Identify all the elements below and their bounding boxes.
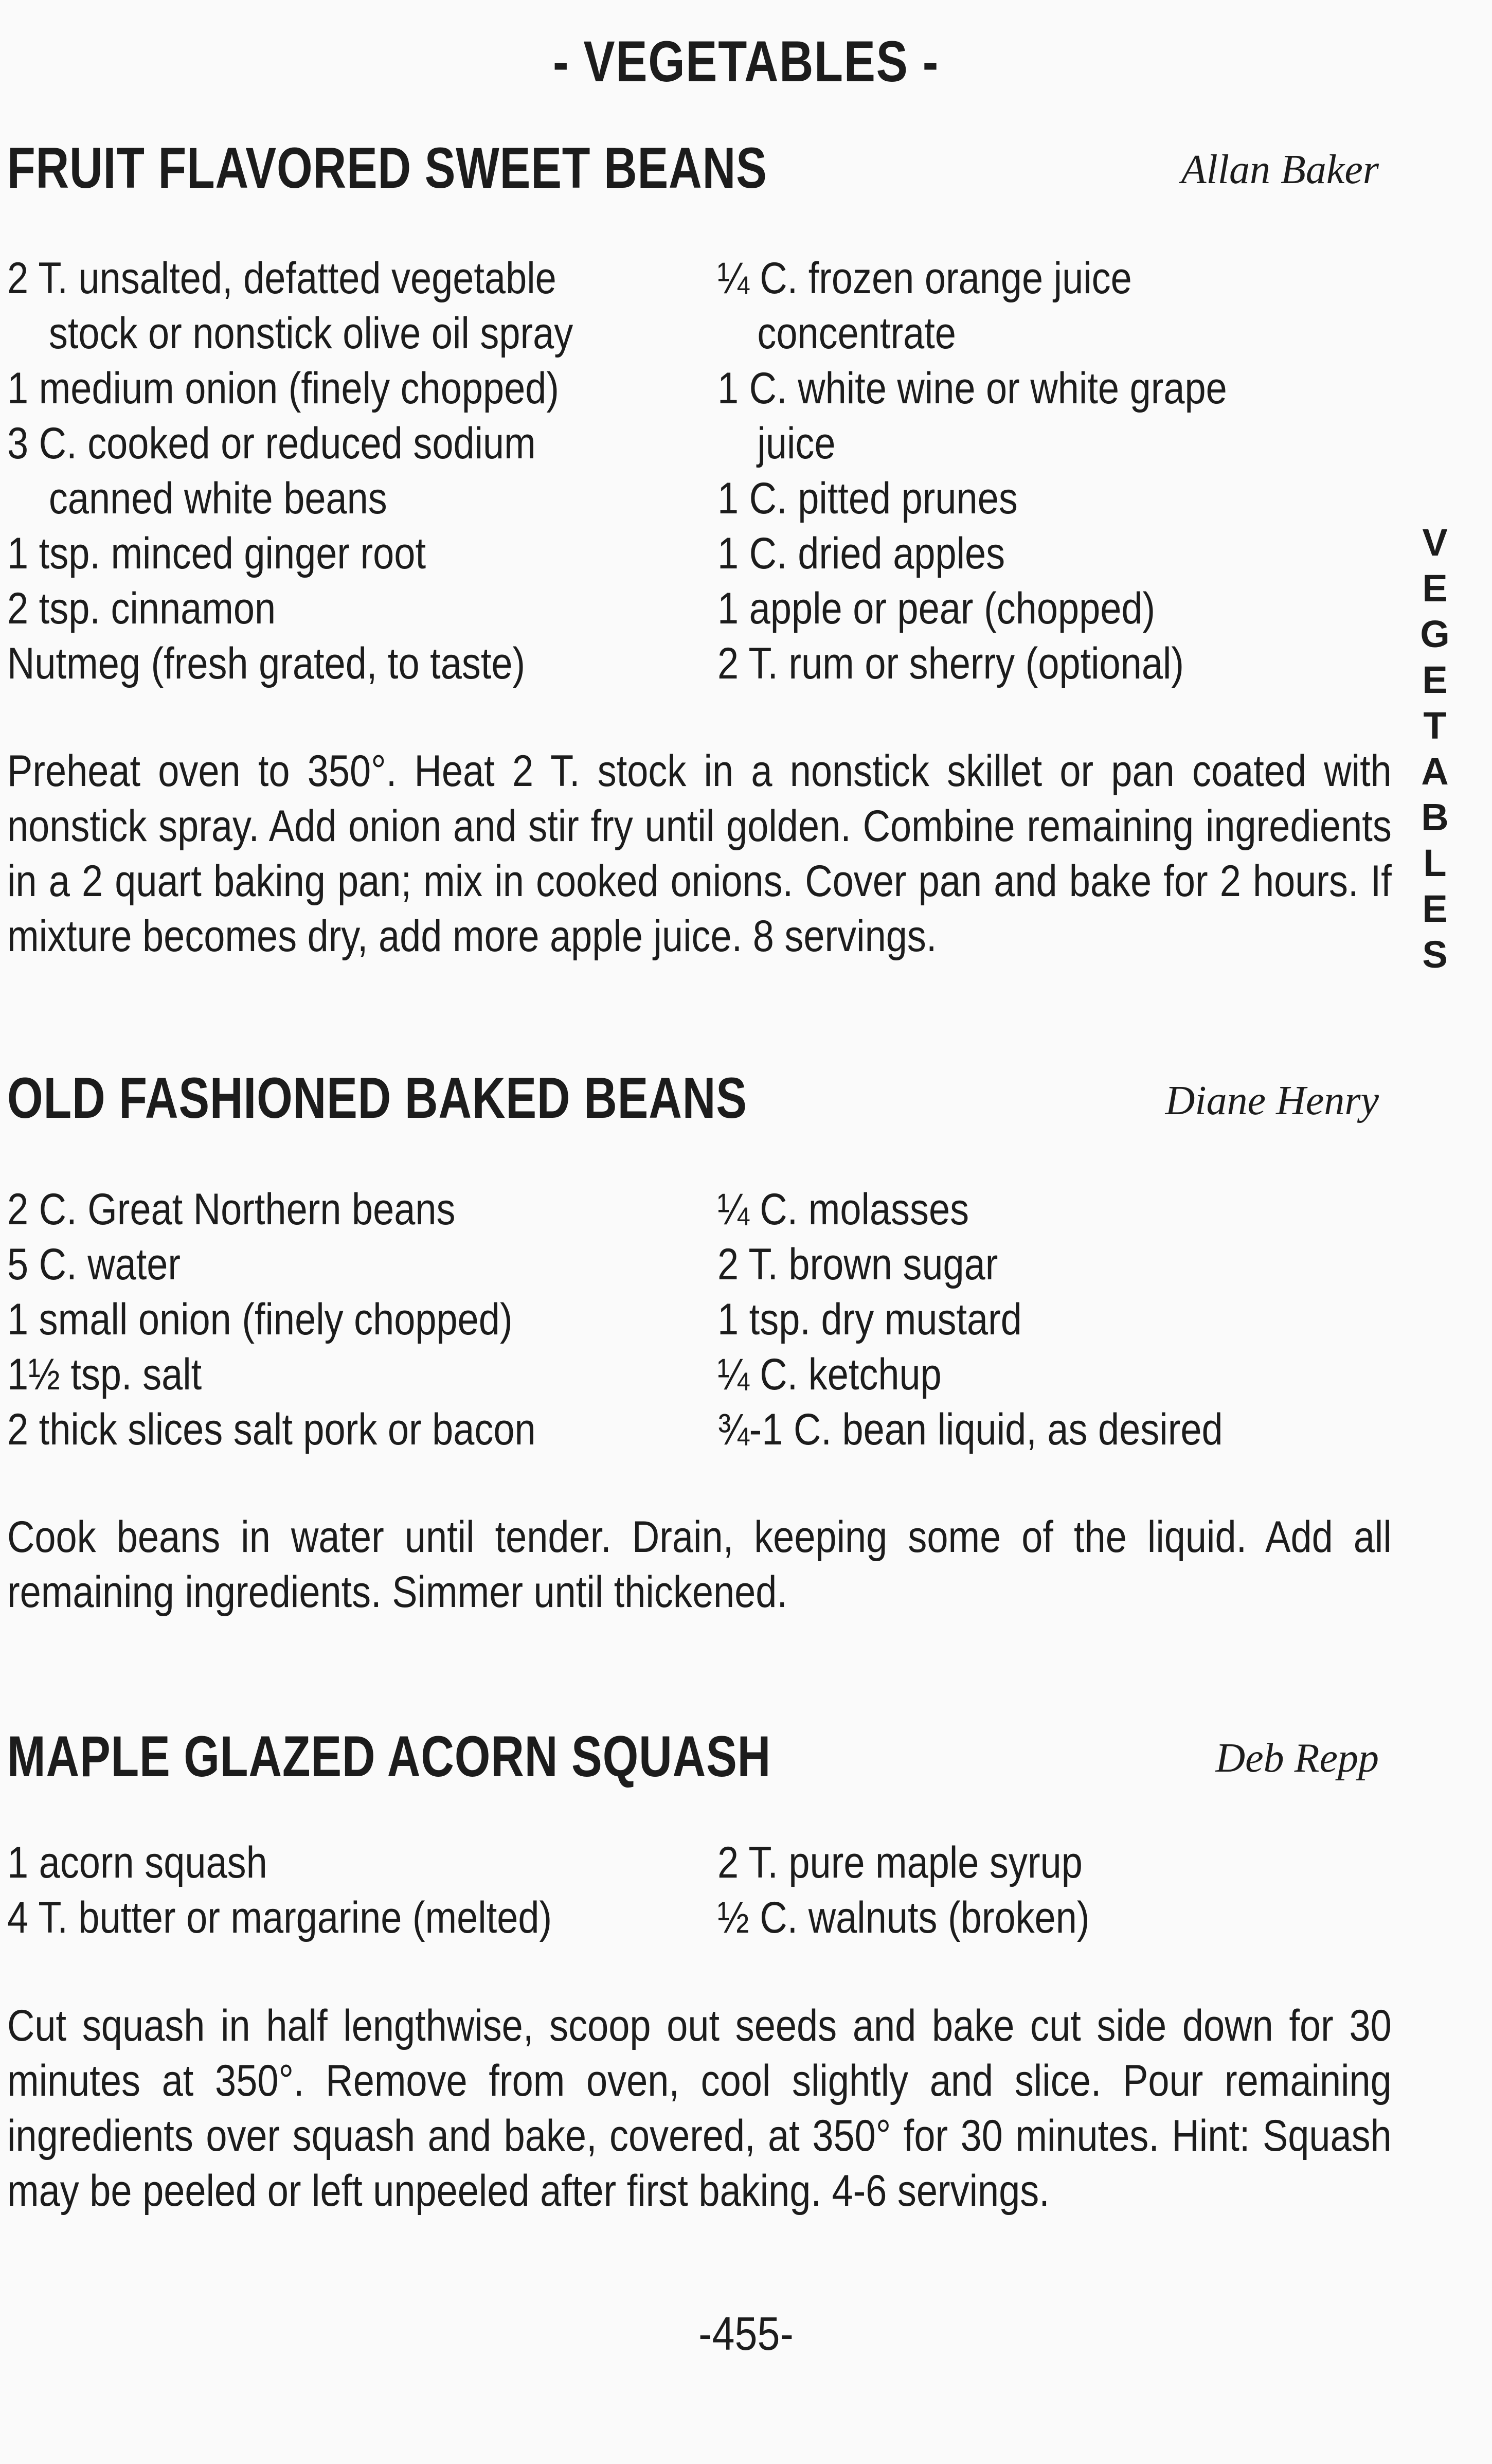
ingredient-item: 1 acorn squash xyxy=(7,1838,267,1887)
ingredient-item: juice xyxy=(757,419,836,468)
ingredient-item: 1 C. pitted prunes xyxy=(717,474,1018,523)
side-tab-vegetables xyxy=(1412,520,1458,977)
side-tab-letter: B xyxy=(1421,796,1449,838)
recipe-title: MAPLE GLAZED ACORN SQUASH xyxy=(7,1724,771,1789)
ingredient-item: ½ C. walnuts (broken) xyxy=(717,1893,1090,1942)
ingredient-item: 1 medium onion (finely chopped) xyxy=(7,364,560,413)
ingredients-left xyxy=(7,1835,707,1945)
ingredient-item: 2 tsp. cinnamon xyxy=(7,584,276,633)
ingredient-item: 2 T. rum or sherry (optional) xyxy=(717,639,1184,688)
side-tab-letter: S xyxy=(1422,933,1448,976)
side-tab-letter: E xyxy=(1422,567,1448,610)
ingredient-item: ¼ C. molasses xyxy=(717,1185,969,1234)
ingredient-item: stock or nonstick olive oil spray xyxy=(48,309,573,358)
ingredient-item: ¼ C. ketchup xyxy=(717,1350,942,1399)
page-number: -455- xyxy=(698,2308,794,2360)
ingredient-item: ¼ C. frozen orange juice xyxy=(717,254,1132,303)
ingredient-item: 1½ tsp. salt xyxy=(7,1350,202,1399)
ingredient-item: canned white beans xyxy=(48,474,387,523)
ingredients-right xyxy=(717,1182,1417,1457)
recipe-directions: Preheat oven to 350°. Heat 2 T. stock in a nonstick skillet or pan coated with nonstick spray. Add onion and stir fry until golden. Combine remaining ingredients in a 2 quart baking pan; mix in cooked onions. Cover pan and bake for 2 hours. If mixture becomes dry, add more apple juice. 8 servings. xyxy=(7,746,1392,961)
ingredient-item: 2 C. Great Northern beans xyxy=(7,1185,456,1234)
recipe-title: OLD FASHIONED BAKED BEANS xyxy=(7,1066,747,1130)
ingredient-item: 2 T. unsalted, defatted vegetable xyxy=(7,254,556,303)
side-tab-letter: G xyxy=(1420,613,1450,655)
recipe-title: FRUIT FLAVORED SWEET BEANS xyxy=(7,136,767,200)
ingredient-item: 2 T. brown sugar xyxy=(717,1240,998,1289)
ingredients-left xyxy=(7,251,707,691)
ingredients-right xyxy=(717,1835,1417,1945)
side-tab-letter: E xyxy=(1422,658,1448,701)
recipe-directions: Cook beans in water until tender. Drain, keeping some of the liquid. Add all remaining ingredients. Simmer until thickened. xyxy=(7,1512,1392,1617)
recipe-directions: Cut squash in half lengthwise, scoop out seeds and bake cut side down for 30 minutes at 350°. Remove from oven, cool slightly and slice. Pour remaining ingredients over squash and bake, covered, at 350° for 30 minutes. Hint: Squash may be peeled or left unpeeled after first baking. 4-6 servings. xyxy=(7,2001,1392,2216)
side-tab-letter: L xyxy=(1423,842,1447,884)
ingredient-item: 2 thick slices salt pork or bacon xyxy=(7,1405,536,1454)
side-tab-letter: T xyxy=(1423,704,1447,747)
ingredient-item: 1 tsp. dry mustard xyxy=(717,1295,1022,1344)
ingredient-item: 3 C. cooked or reduced sodium xyxy=(7,419,536,468)
ingredient-item: 1 tsp. minced ginger root xyxy=(7,529,426,578)
ingredient-item: Nutmeg (fresh grated, to taste) xyxy=(7,639,526,688)
ingredients-left xyxy=(7,1182,707,1457)
section-title: - VEGETABLES - xyxy=(553,29,939,94)
ingredients-right xyxy=(717,251,1417,691)
ingredient-item: 4 T. butter or margarine (melted) xyxy=(7,1893,552,1942)
side-tab-letter: V xyxy=(1422,521,1448,564)
ingredient-item: 1 apple or pear (chopped) xyxy=(717,584,1156,633)
recipe-author: Diane Henry xyxy=(1165,1078,1379,1123)
ingredient-item: 1 C. dried apples xyxy=(717,529,1005,578)
ingredient-item: 5 C. water xyxy=(7,1240,181,1289)
ingredient-item: 1 small onion (finely chopped) xyxy=(7,1295,513,1344)
recipe-author: Deb Repp xyxy=(1215,1736,1379,1781)
ingredient-item: 2 T. pure maple syrup xyxy=(717,1838,1083,1887)
ingredient-item: 1 C. white wine or white grape xyxy=(717,364,1227,413)
side-tab-letter: E xyxy=(1422,887,1448,930)
side-tab-letter: A xyxy=(1421,750,1449,793)
ingredient-item: concentrate xyxy=(757,309,956,358)
ingredient-item: ¾-1 C. bean liquid, as desired xyxy=(717,1405,1223,1454)
recipe-author: Allan Baker xyxy=(1181,147,1379,192)
